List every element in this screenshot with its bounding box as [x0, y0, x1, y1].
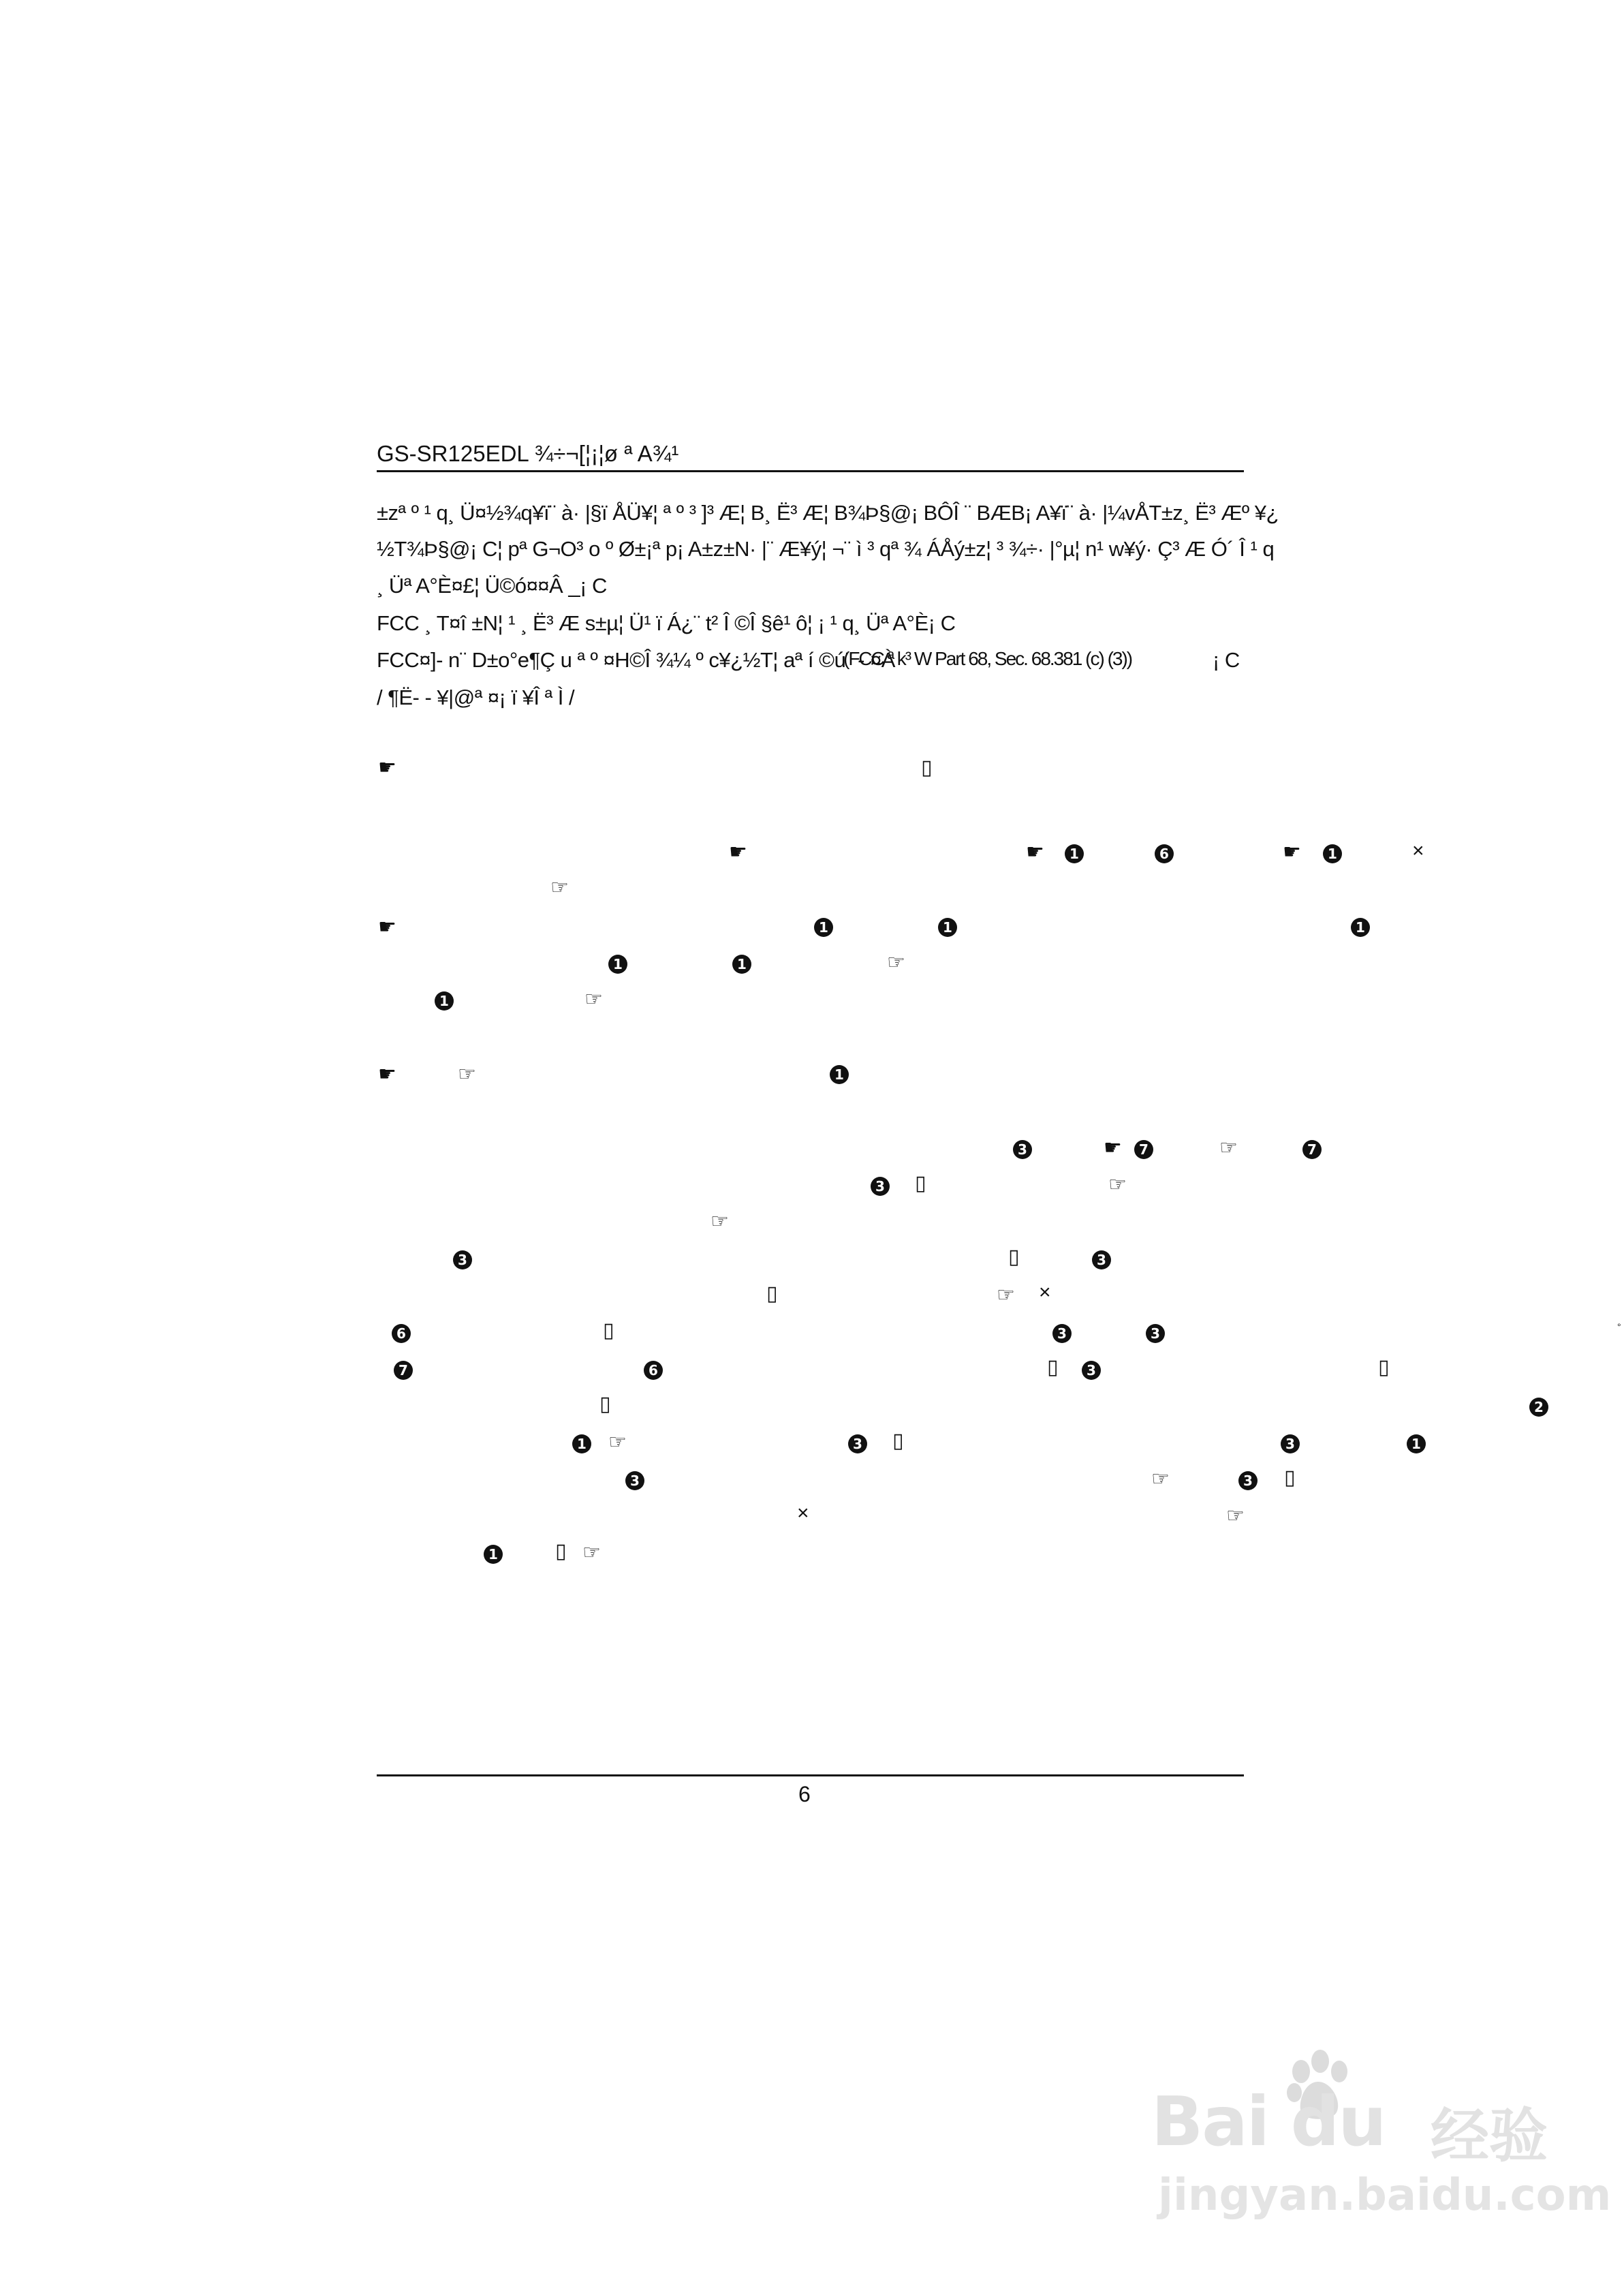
hand-outline-icon: ☞ [997, 1283, 1015, 1307]
hand-outline-icon: ☞ [1108, 1173, 1127, 1197]
multiply-icon: × [1412, 840, 1424, 862]
paragraph-line: ¡ C [1213, 648, 1240, 672]
multiply-icon: × [1039, 1281, 1051, 1304]
hand-outline-icon: ☞ [550, 876, 569, 899]
box-glyph-icon: ▯ [555, 1540, 567, 1562]
number-1-icon: 1 [1407, 1432, 1426, 1453]
number-3-icon: 3 [1082, 1359, 1101, 1380]
hand-outline-icon: ☞ [1219, 1136, 1238, 1160]
number-1-icon: 1 [1323, 842, 1342, 863]
number-3-icon: 3 [1281, 1432, 1300, 1453]
number-3-icon: 3 [1238, 1469, 1258, 1490]
box-glyph-icon: ▯ [892, 1430, 904, 1452]
paragraph-line: / ¶Ë- - ¥|@ª ¤¡ ï ¥Î ª Ì / [377, 686, 575, 709]
number-1-icon: 1 [814, 916, 833, 937]
box-glyph-icon: ▯ [1047, 1356, 1059, 1378]
hand-outline-icon: ☞ [1226, 1504, 1245, 1528]
number-3-icon: 3 [1146, 1322, 1165, 1343]
number-6-icon: 6 [1155, 842, 1174, 863]
pointing-finger-icon: ☛ [378, 756, 396, 780]
hand-outline-icon: ☞ [458, 1062, 476, 1086]
box-glyph-icon: ▯ [1284, 1466, 1296, 1489]
number-2-icon: 2 [1529, 1396, 1548, 1417]
hand-outline-icon: ☞ [608, 1430, 627, 1454]
watermark-brand: Bai du [1151, 2082, 1386, 2161]
pointing-finger-icon: ☛ [729, 840, 747, 864]
pointing-finger-icon: ☛ [1026, 840, 1044, 864]
number-1-icon: 1 [1065, 842, 1084, 863]
header-rule [377, 470, 1244, 472]
number-1-icon: 1 [830, 1063, 849, 1084]
box-glyph-icon: ▯ [599, 1393, 611, 1415]
hand-outline-icon: ☞ [584, 987, 603, 1011]
hand-outline-icon: ☞ [1151, 1467, 1170, 1491]
hand-outline-icon: ☞ [582, 1541, 601, 1565]
number-3-icon: 3 [1092, 1248, 1111, 1269]
paragraph-line: FCC ¸ T¤î ±N¦ ¹ ¸ Ë³ Æ s±µ¦ Ü¹ ï Á¿¨ t² Î ©Î §ê¹ ô¦ ¡ ¹ q¸ Üª A°È¡ C [377, 611, 956, 635]
number-1-icon: 1 [1351, 916, 1370, 937]
multiply-icon: × [797, 1502, 809, 1524]
footer-rule [377, 1774, 1244, 1776]
pointing-finger-icon: ☛ [1283, 840, 1301, 864]
box-glyph-icon: ▯ [603, 1319, 614, 1342]
number-3-icon: 3 [453, 1248, 472, 1269]
pointing-finger-icon: ☛ [1104, 1136, 1122, 1160]
number-3-icon: 3 [1013, 1138, 1032, 1159]
box-glyph-icon: ▯ [1378, 1356, 1390, 1378]
box-glyph-icon: ▯ [766, 1282, 778, 1305]
number-1-icon: 1 [484, 1543, 503, 1564]
paragraph-line: ±zª º ¹ q¸ Ü¤½¾q¥ï¨ à· |§ï ÅÜ¥¦ ª º ³ ]³ Æ¦ B¸ Ë³ Æ¦ B¾Þ§@¡ BÔÎ ¨ BÆB¡ A¥ï¨ à· |¼vÅT±z¸ Ë³ Æº ¥¿ [377, 501, 1279, 525]
number-3-icon: 3 [848, 1432, 867, 1453]
box-glyph-icon: ▯ [1008, 1246, 1020, 1268]
fcc-regulation-reference: (FCC ª k³ W Part 68, Sec. 68.381 (c) (3)) [843, 648, 1132, 669]
watermark-suffix: 经验 [1431, 2102, 1548, 2170]
pointing-finger-icon: ☛ [378, 915, 396, 939]
paragraph-line: ½T¾Þ§@¡ C¦ pª G¬O³ o º Ø±¡ª p¡ A±z±N· |¨ Æ¥ý¦ ¬¨ ì ³ qª ¾ ÁÅý±z¦ ³ ¾÷· |°µ¦ n¹ w¥ý· Ç³ Æ Ó´ Î ¹ q [377, 537, 1275, 561]
box-glyph-icon: ▯ [915, 1172, 926, 1195]
number-7-icon: 7 [1302, 1138, 1322, 1159]
number-1-icon: 1 [608, 953, 627, 974]
box-glyph-icon: ▯ [921, 756, 933, 779]
small-mark-icon: ° [1617, 1321, 1621, 1332]
number-6-icon: 6 [644, 1359, 663, 1380]
number-7-icon: 7 [1134, 1138, 1153, 1159]
number-6-icon: 6 [392, 1322, 411, 1343]
number-3-icon: 3 [625, 1469, 644, 1490]
number-7-icon: 7 [394, 1359, 413, 1380]
paragraph-line: FCC¤]- n¨ D±o°e¶Ç u ª º ¤H©Î ¾¼ º c¥¿½T¦ aª í ©ú¨ - ¤À [377, 648, 895, 672]
number-1-icon: 1 [938, 916, 957, 937]
number-3-icon: 3 [1052, 1322, 1072, 1343]
hand-outline-icon: ☞ [887, 951, 905, 974]
number-3-icon: 3 [871, 1175, 890, 1196]
paragraph-line: ¸ Üª A°È¤£¦ Ü©ó¤¤Â _¡ C [377, 574, 607, 598]
number-1-icon: 1 [572, 1432, 591, 1453]
pointing-finger-icon: ☛ [378, 1062, 396, 1086]
page-number: 6 [798, 1782, 811, 1806]
number-1-icon: 1 [732, 953, 751, 974]
number-1-icon: 1 [435, 989, 454, 1011]
document-header-title: GS-SR125EDL ¾÷¬[¦¡¦ø ª A¾¹ [377, 441, 679, 466]
hand-outline-icon: ☞ [710, 1210, 729, 1233]
watermark-url: jingyan.baidu.com [1158, 2170, 1612, 2221]
